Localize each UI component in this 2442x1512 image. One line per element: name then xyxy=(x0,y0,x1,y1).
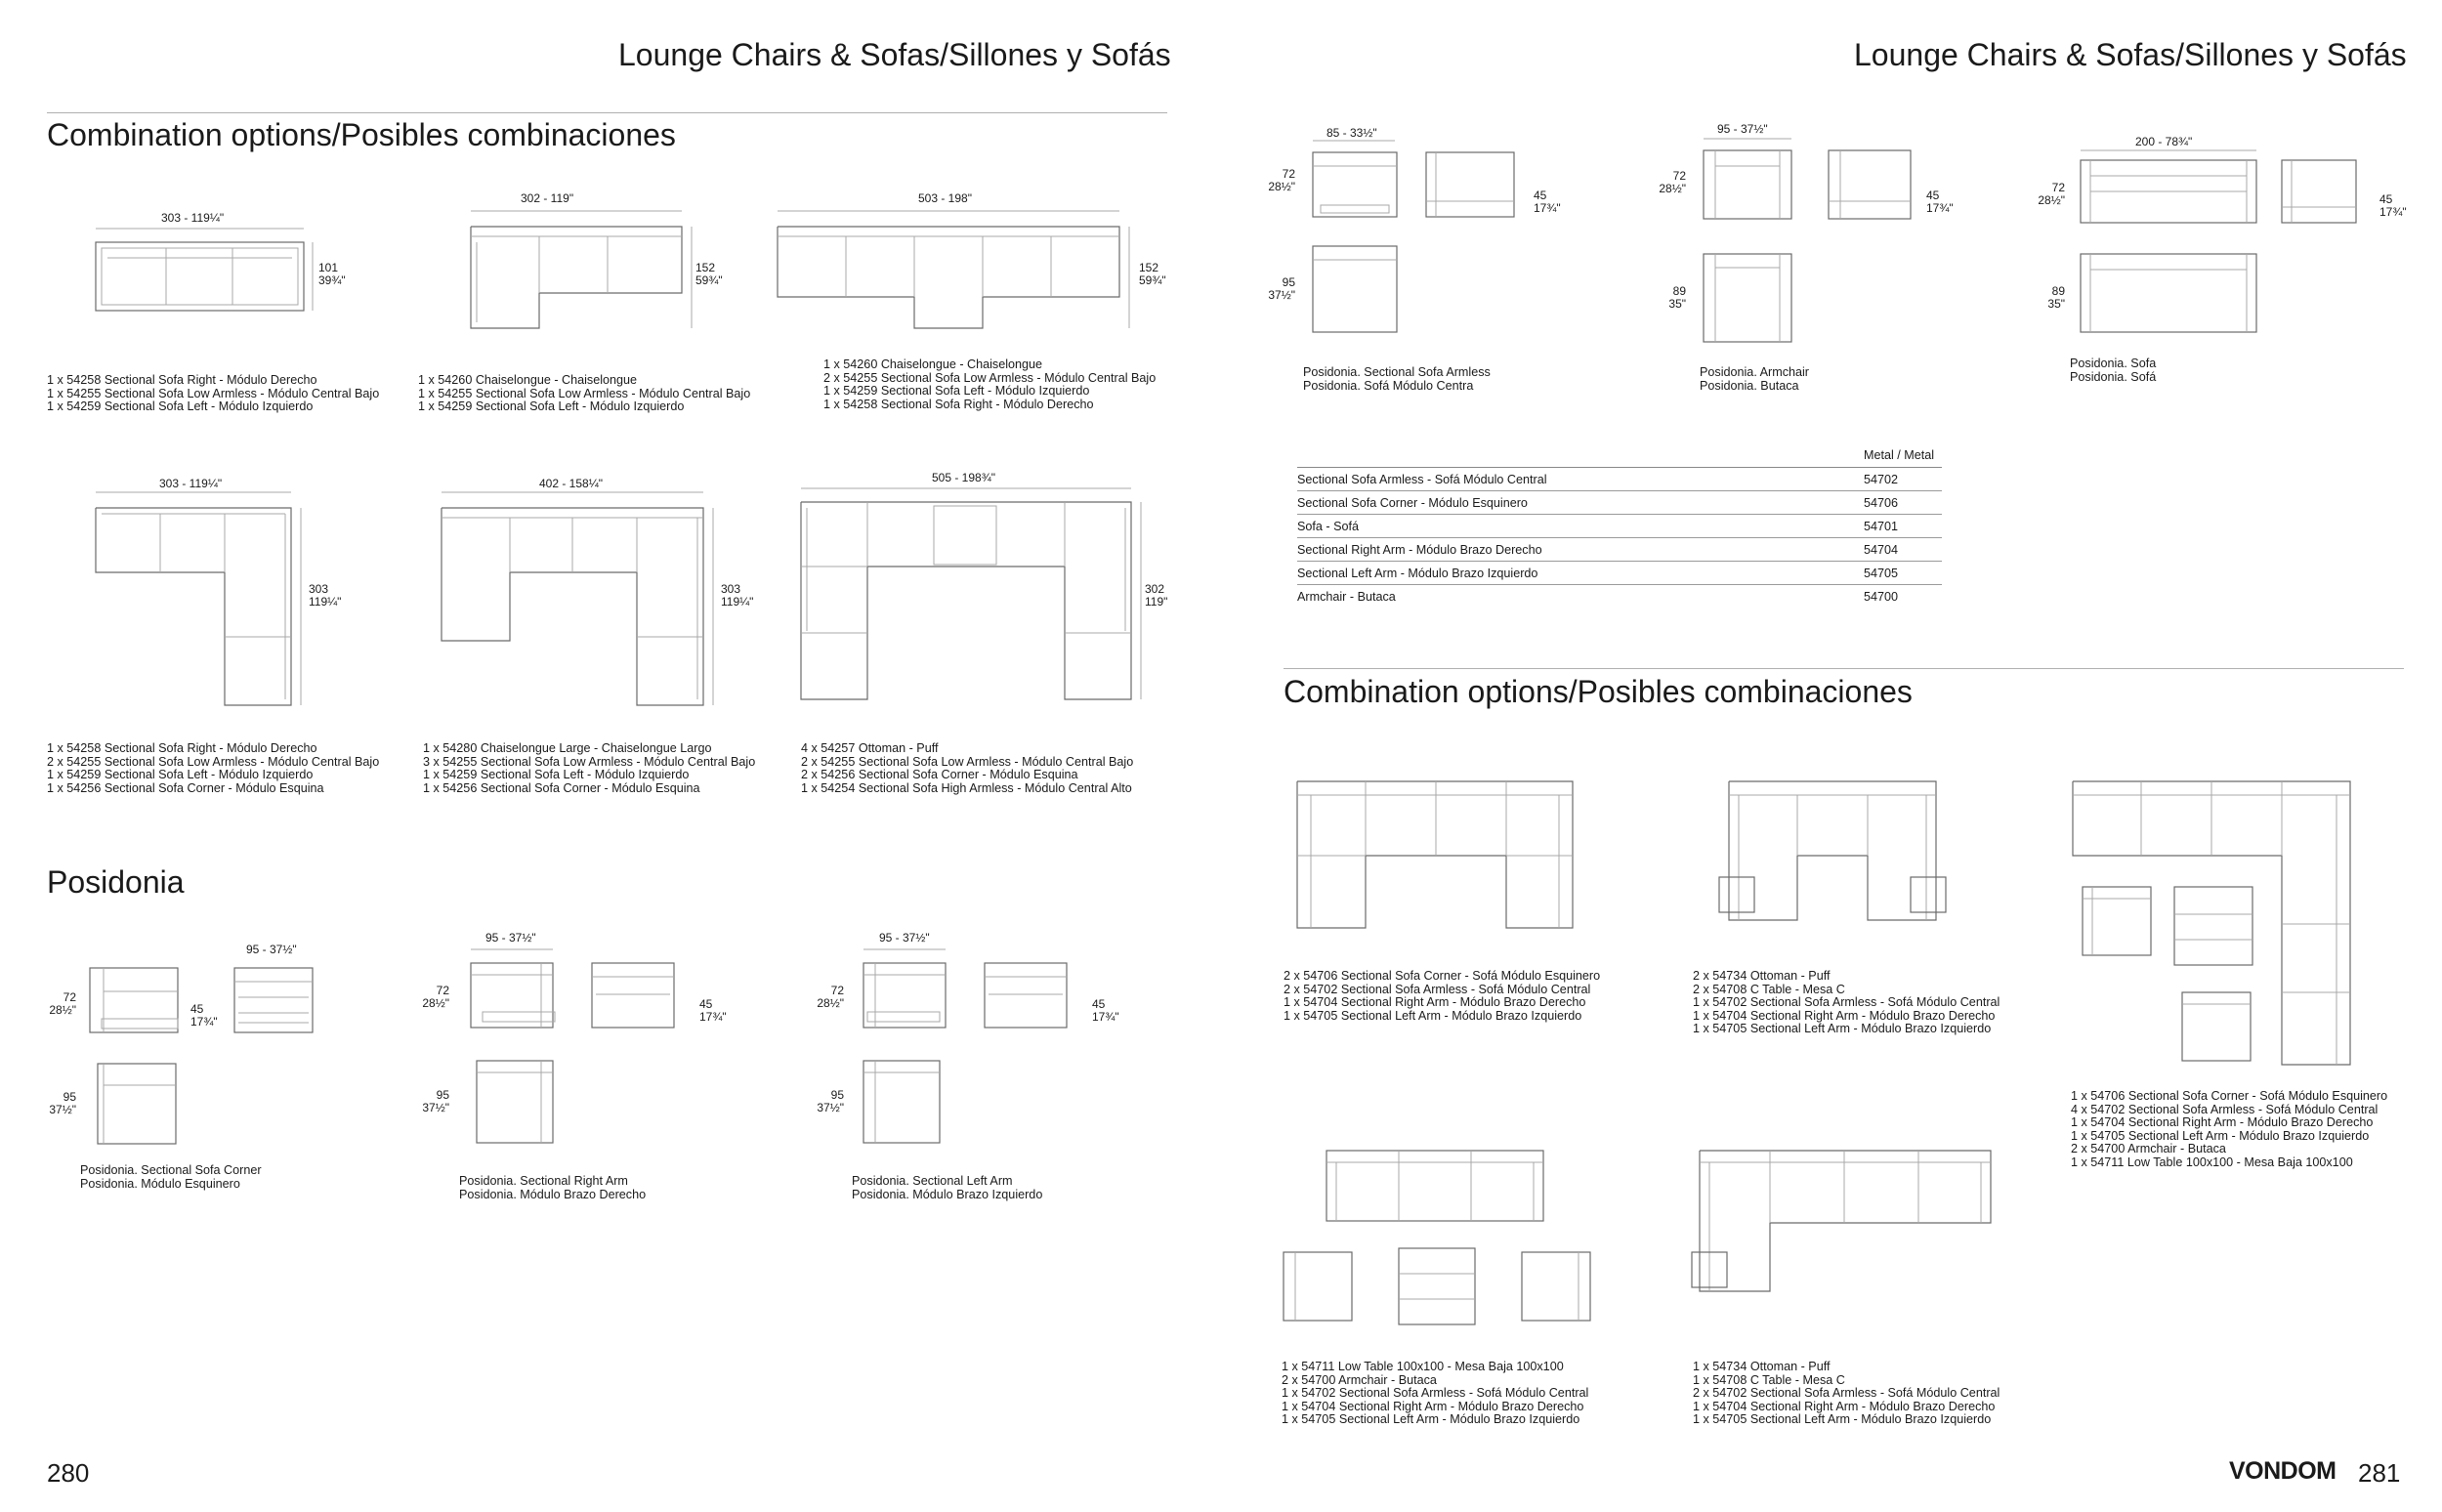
pos1-depth-dim: 95 37½" xyxy=(49,1090,76,1116)
ritem2-seat-dim: 45 17¾" xyxy=(1926,189,1954,215)
rcombo3-drawing xyxy=(2073,781,2366,1074)
combo3-width-dim: 503 - 198" xyxy=(918,191,972,205)
table-cell-name: Sectional Right Arm - Módulo Brazo Derecho xyxy=(1297,538,1864,562)
right-combinations-title: Combination options/Posibles combinaciones xyxy=(1284,674,1913,709)
table-cell-name: Sectional Sofa Corner - Módulo Esquinero xyxy=(1297,491,1864,515)
ritem1-drawing xyxy=(1313,137,1547,342)
rcombo1-caption: 2 x 54706 Sectional Sofa Corner - Sofá Módulo Esquinero 2 x 54702 Sectional Sofa Armless - Sofá Módulo Central 1 x 54704 Sectional Right Arm - Módulo Brazo Derecho 1 x 54705 Sectional Left Arm - Módulo Brazo Izquierdo xyxy=(1284,969,1601,1023)
rcombo2-caption: 2 x 54734 Ottoman - Puff 2 x 54708 C Table - Mesa C 1 x 54702 Sectional Sofa Armless - Sofá Módulo Central 1 x 54704 Sectional Right Arm - Módulo Brazo Derecho 1 x 54705 Sectional Left Arm - Módulo Brazo Izquierdo xyxy=(1693,969,2000,1036)
rcombo5-drawing xyxy=(1692,1151,2004,1307)
right-page-header: Lounge Chairs & Sofas/Sillones y Sofás xyxy=(1854,37,2407,72)
table-cell-name: Sofa - Sofá xyxy=(1297,515,1864,538)
rcombo2-drawing xyxy=(1719,781,1954,928)
ritem1-depth-dim: 95 37½" xyxy=(1268,275,1295,302)
pos3-seat-dim: 45 17¾" xyxy=(1092,997,1119,1024)
left-page-number: 280 xyxy=(47,1458,90,1488)
pos1-height-dim: 72 28½" xyxy=(49,990,76,1017)
combo6-caption: 4 x 54257 Ottoman - Puff 2 x 54255 Sectional Sofa Low Armless - Módulo Central Bajo 2 x 54256 Sectional Sofa Corner - Módulo Esquina 1 x 54254 Sectional Sofa High Armless - Módulo Central Alto xyxy=(801,741,1134,795)
combo6-height-dim: 302 119" xyxy=(1145,582,1168,609)
ritem2-caption: Posidonia. Armchair Posidonia. Butaca xyxy=(1700,365,1809,393)
pos2-width-dim: 95 - 37½" xyxy=(485,931,536,945)
combo4-height-dim: 303 119¼" xyxy=(309,582,342,609)
combo3-caption: 1 x 54260 Chaiselongue - Chaiselongue 2 x 54255 Sectional Sofa Low Armless - Módulo Central Bajo 1 x 54259 Sectional Sofa Left - Módulo Izquierdo 1 x 54258 Sectional Sofa Right - Módulo Derecho xyxy=(823,357,1157,411)
table-header-blank xyxy=(1297,447,1864,468)
pos3-width-dim: 95 - 37½" xyxy=(879,931,930,945)
ritem1-seat-dim: 45 17¾" xyxy=(1534,189,1561,215)
pos1-caption: Posidonia. Sectional Sofa Corner Posidonia. Módulo Esquinero xyxy=(80,1163,262,1191)
ritem3-height-dim: 72 28½" xyxy=(2038,181,2065,207)
table-cell-code: 54704 xyxy=(1864,538,1942,562)
combo5-width-dim: 402 - 158¼" xyxy=(539,477,603,490)
combo5-drawing xyxy=(442,488,735,713)
combo4-width-dim: 303 - 119¼" xyxy=(159,477,223,490)
table-header-metal: Metal / Metal xyxy=(1864,447,1942,468)
right-section-rule xyxy=(1284,668,2404,669)
right-page-number: 281 xyxy=(2358,1458,2401,1488)
rcombo4-drawing xyxy=(1282,1151,1614,1326)
ritem3-depth-dim: 89 35" xyxy=(2047,284,2065,311)
combo5-height-dim: 303 119¼" xyxy=(721,582,754,609)
pos3-height-dim: 72 28½" xyxy=(817,984,844,1010)
ritem1-caption: Posidonia. Sectional Sofa Armless Posidonia. Sofá Módulo Centra xyxy=(1303,365,1491,393)
table-cell-code: 54706 xyxy=(1864,491,1942,515)
rcombo5-caption: 1 x 54734 Ottoman - Puff 1 x 54708 C Table - Mesa C 2 x 54702 Sectional Sofa Armless - Sofá Módulo Central 1 x 54704 Sectional Right Arm - Módulo Brazo Derecho 1 x 54705 Sectional Left Arm - Módulo Brazo Izquierdo xyxy=(1693,1360,2000,1427)
table-row xyxy=(1297,562,1942,585)
vondom-logo: VONDOM xyxy=(2229,1457,2337,1485)
pos2-depth-dim: 95 37½" xyxy=(422,1088,449,1114)
table-cell-code: 54705 xyxy=(1864,562,1942,585)
table-row xyxy=(1297,585,1942,609)
table-row xyxy=(1297,491,1942,515)
pos2-seat-dim: 45 17¾" xyxy=(699,997,727,1024)
pos1-seat-dim: 45 17¾" xyxy=(190,1002,218,1029)
rcombo4-caption: 1 x 54711 Low Table 100x100 - Mesa Baja 100x100 2 x 54700 Armchair - Butaca 1 x 54702 Sectional Sofa Armless - Sofá Módulo Central 1 x 54704 Sectional Right Arm - Módulo Brazo Derecho 1 x 54705 Sectional Left Arm - Módulo Brazo Izquierdo xyxy=(1282,1360,1589,1427)
ritem1-height-dim: 72 28½" xyxy=(1268,167,1295,193)
combo2-caption: 1 x 54260 Chaiselongue - Chaiselongue 1 x 54255 Sectional Sofa Low Armless - Módulo Central Bajo 1 x 54259 Sectional Sofa Left - Módulo Izquierdo xyxy=(418,373,751,414)
table-cell-name: Sectional Sofa Armless - Sofá Módulo Central xyxy=(1297,468,1864,491)
rcombo3-caption: 1 x 54706 Sectional Sofa Corner - Sofá Módulo Esquinero 4 x 54702 Sectional Sofa Armless - Sofá Módulo Central 1 x 54704 Sectional Right Arm - Módulo Brazo Derecho 1 x 54705 Sectional Left Arm - Módulo Brazo Izquierdo 2 x 54700 Armchair - Butaca 1 x 54711 Low Table 100x100 - Mesa Baja 100x100 xyxy=(2071,1089,2388,1169)
table-cell-code: 54700 xyxy=(1864,589,1899,604)
ritem3-drawing xyxy=(2081,147,2374,342)
left-combinations-title: Combination options/Posibles combinaciones xyxy=(47,117,676,152)
ritem3-width-dim: 200 - 78¾" xyxy=(2135,135,2193,148)
ritem2-width-dim: 95 - 37½" xyxy=(1717,122,1768,136)
pos3-depth-dim: 95 37½" xyxy=(817,1088,844,1114)
pos1-width-dim: 95 - 37½" xyxy=(246,943,297,956)
combo1-height-dim: 101 39¾" xyxy=(318,261,346,287)
combo1-drawing xyxy=(96,225,320,322)
table-cell-name: Sectional Left Arm - Módulo Brazo Izquierdo xyxy=(1297,562,1864,585)
table-cell-code: 54701 xyxy=(1864,515,1942,538)
ritem3-caption: Posidonia. Sofa Posidonia. Sofá xyxy=(2070,357,2157,384)
table-cell-code: 54702 xyxy=(1864,468,1942,491)
reference-table xyxy=(1297,447,1942,608)
combo2-width-dim: 302 - 119" xyxy=(521,191,574,205)
pos3-drawing xyxy=(863,947,1098,1153)
combo4-caption: 1 x 54258 Sectional Sofa Right - Módulo Derecho 2 x 54255 Sectional Sofa Low Armless - Módulo Central Bajo 1 x 54259 Sectional Sofa Left - Módulo Izquierdo 1 x 54256 Sectional Sofa Corner - Módulo Esquina xyxy=(47,741,380,795)
table-cell-name: Armchair - Butaca xyxy=(1297,589,1396,604)
combo6-drawing xyxy=(801,484,1153,709)
combo1-caption: 1 x 54258 Sectional Sofa Right - Módulo Derecho 1 x 54255 Sectional Sofa Low Armless - Módulo Central Bajo 1 x 54259 Sectional Sofa Left - Módulo Izquierdo xyxy=(47,373,380,414)
table-header-row xyxy=(1297,447,1942,468)
ritem2-height-dim: 72 28½" xyxy=(1659,169,1686,195)
combo3-height-dim: 152 59¾" xyxy=(1139,261,1166,287)
combo3-drawing xyxy=(778,207,1149,334)
ritem1-width-dim: 85 - 33½" xyxy=(1326,126,1377,140)
ritem2-drawing xyxy=(1704,137,1938,352)
combo6-width-dim: 505 - 198¾" xyxy=(932,471,995,484)
table-row xyxy=(1297,538,1942,562)
pos3-caption: Posidonia. Sectional Left Arm Posidonia. Módulo Brazo Izquierdo xyxy=(852,1174,1043,1201)
table-row xyxy=(1297,515,1942,538)
combo1-width-dim: 303 - 119¼" xyxy=(161,211,225,225)
left-header-rule xyxy=(47,112,1167,113)
pos1-drawing xyxy=(90,962,324,1148)
pos2-height-dim: 72 28½" xyxy=(422,984,449,1010)
combo2-height-dim: 152 59¾" xyxy=(695,261,723,287)
table-row xyxy=(1297,468,1942,491)
pos2-drawing xyxy=(471,947,705,1153)
ritem2-depth-dim: 89 35" xyxy=(1668,284,1686,311)
left-page-header: Lounge Chairs & Sofas/Sillones y Sofás xyxy=(618,37,1171,72)
ritem3-seat-dim: 45 17¾" xyxy=(2379,192,2407,219)
rcombo1-drawing xyxy=(1297,781,1590,938)
pos2-caption: Posidonia. Sectional Right Arm Posidonia. Módulo Brazo Derecho xyxy=(459,1174,647,1201)
combo5-caption: 1 x 54280 Chaiselongue Large - Chaiselongue Largo 3 x 54255 Sectional Sofa Low Armless - Módulo Central Bajo 1 x 54259 Sectional Sofa Left - Módulo Izquierdo 1 x 54256 Sectional Sofa Corner - Módulo Esquina xyxy=(423,741,756,795)
posidonia-title: Posidonia xyxy=(47,864,185,900)
combo2-drawing xyxy=(471,207,695,334)
